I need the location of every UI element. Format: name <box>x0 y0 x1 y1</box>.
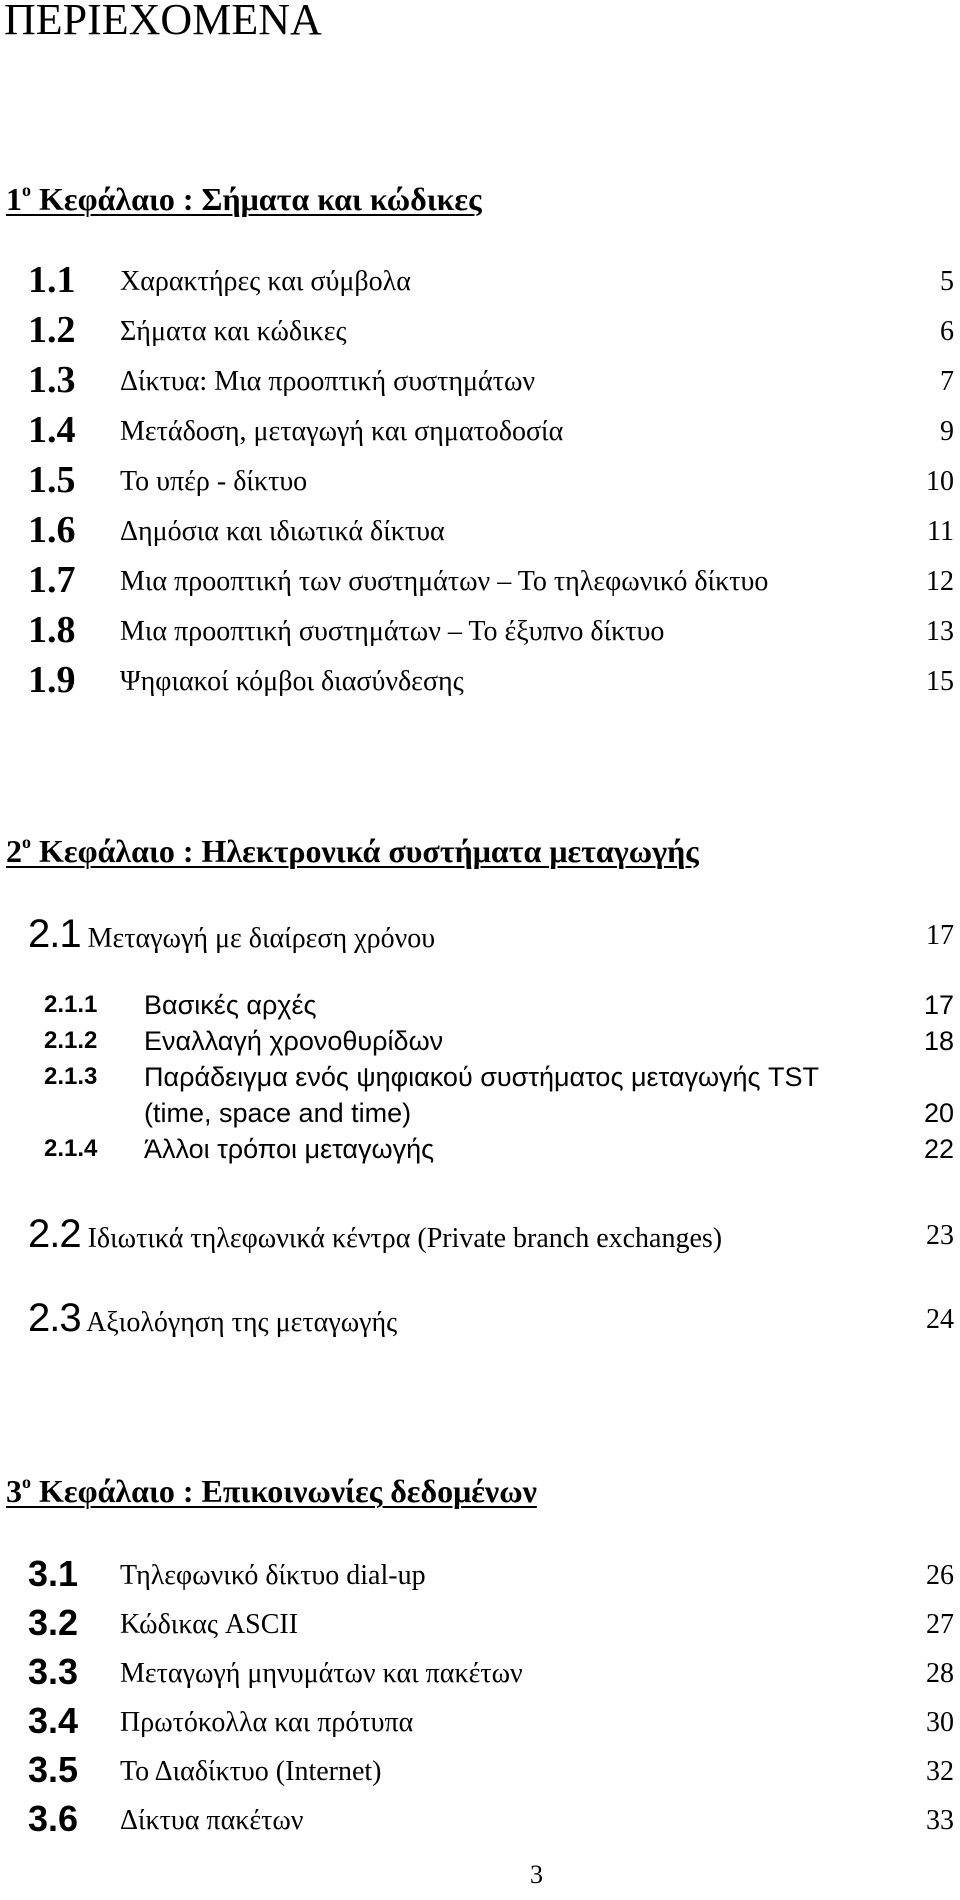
chapter-ordinal: ο <box>22 180 31 200</box>
section-title: Δημόσια και ιδιωτικά δίκτυα <box>120 516 445 547</box>
section-number: 1.9 <box>28 659 76 701</box>
section-title: Μια προοπτική συστημάτων – Το έξυπνο δίκτυο <box>120 616 665 647</box>
section-number: 1.1 <box>28 259 76 301</box>
section-page: 33 <box>926 1805 954 1836</box>
subsection-number: 2.1.2 <box>44 1027 98 1054</box>
section-title: Μεταγωγή με διαίρεση χρόνου <box>87 923 436 954</box>
section-title: Ψηφιακοί κόμβοι διασύνδεσης <box>120 666 464 697</box>
section-number: 1.6 <box>28 509 76 551</box>
subsection-title: Άλλοι τρόποι μεταγωγής <box>144 1134 435 1164</box>
section-number: 3.3 <box>28 1651 79 1692</box>
section-number: 1.2 <box>28 309 76 351</box>
section-2-1 <box>28 912 435 961</box>
section-number: 2.3 <box>28 1296 81 1340</box>
section-page: 32 <box>926 1756 954 1787</box>
section-title: Μετάδοση, μεταγωγή και σηματοδοσία <box>120 416 564 447</box>
section-page: 12 <box>926 566 954 597</box>
section-number: 3.4 <box>28 1700 79 1741</box>
section-2-3 <box>28 1296 397 1345</box>
chapter-title: Κεφάλαιο : Ηλεκτρονικά συστήματα μεταγωγής <box>39 833 699 869</box>
section-page: 13 <box>926 616 954 647</box>
subsection-title: Εναλλαγή χρονοθυρίδων <box>144 1026 444 1056</box>
chapter-ordinal: ο <box>22 1472 31 1492</box>
section-title: Το υπέρ - δίκτυο <box>120 466 308 497</box>
section-2-2 <box>28 1212 722 1261</box>
subsection-number: 2.1.3 <box>44 1063 98 1090</box>
section-page: 10 <box>926 466 954 497</box>
section-page: 17 <box>926 920 954 951</box>
section-number: 2.1 <box>28 912 81 956</box>
subsection-number: 2.1.4 <box>44 1135 98 1162</box>
subsection-page: 22 <box>923 1134 954 1164</box>
chapter-title: Κεφάλαιο : Επικοινωνίες δεδομένων <box>39 1473 537 1509</box>
section-title: Χαρακτήρες και σύμβολα <box>120 266 411 297</box>
section-title: Τηλεφωνικό δίκτυο dial-up <box>120 1560 426 1591</box>
section-number: 1.3 <box>28 359 76 401</box>
section-page: 11 <box>927 516 954 547</box>
section-title: Αξιολόγηση της μεταγωγής <box>86 1307 398 1338</box>
section-title: Δίκτυα: Μια προοπτική συστημάτων <box>120 366 536 397</box>
section-page: 9 <box>940 416 954 447</box>
section-number: 1.5 <box>28 459 76 501</box>
section-number: 3.6 <box>28 1798 79 1839</box>
page-title: ΠΕΡΙΕΧΟΜΕΝΑ <box>4 0 322 44</box>
page-number: 3 <box>530 1860 543 1889</box>
subsection-page: 18 <box>923 1026 954 1056</box>
chapter-number: 1 <box>6 181 22 217</box>
subsection-title-continued: (time, space and time) <box>144 1098 412 1128</box>
section-page: 5 <box>940 266 954 297</box>
section-title: Μεταγωγή μηνυμάτων και πακέτων <box>120 1658 523 1689</box>
section-page: 30 <box>926 1707 954 1738</box>
section-number: 2.2 <box>28 1212 81 1256</box>
subsection-title: Παράδειγμα ενός ψηφιακού συστήματος μεταγωγής TST <box>144 1062 820 1092</box>
section-page: 28 <box>926 1658 954 1689</box>
chapter-3-heading <box>6 1462 537 1511</box>
section-title: Πρωτόκολλα και πρότυπα <box>120 1707 414 1738</box>
section-number: 1.8 <box>28 609 76 651</box>
chapter-number: 2 <box>6 833 22 869</box>
chapter-2-heading <box>6 822 699 871</box>
section-title: Σήματα και κώδικες <box>120 316 347 347</box>
section-page: 26 <box>926 1560 954 1591</box>
section-page: 24 <box>926 1304 954 1335</box>
section-number: 3.5 <box>28 1749 79 1790</box>
subsection-page: 20 <box>923 1098 954 1128</box>
section-title: Κώδικας ASCII <box>120 1609 299 1640</box>
chapter-1-heading <box>6 170 482 219</box>
subsection-number: 2.1.1 <box>44 991 98 1018</box>
chapter-number: 3 <box>6 1473 22 1509</box>
section-title: Δίκτυα πακέτων <box>120 1805 304 1836</box>
section-page: 6 <box>940 316 954 347</box>
section-number: 1.7 <box>28 559 76 601</box>
section-title: Ιδιωτικά τηλεφωνικά κέντρα (Private branch exchanges) <box>87 1223 723 1254</box>
chapter-title: Κεφάλαιο : Σήματα και κώδικες <box>39 181 482 217</box>
section-number: 1.4 <box>28 409 76 451</box>
section-page: 7 <box>940 366 954 397</box>
chapter-ordinal: ο <box>22 832 31 852</box>
section-number: 3.1 <box>28 1553 79 1594</box>
section-title: Μια προοπτική των συστημάτων – Το τηλεφωνικό δίκτυο <box>120 566 769 597</box>
section-page: 23 <box>926 1220 954 1251</box>
section-page: 27 <box>926 1609 954 1640</box>
section-title: Το Διαδίκτυο (Internet) <box>120 1756 382 1787</box>
section-page: 15 <box>926 666 954 697</box>
section-number: 3.2 <box>28 1602 79 1643</box>
subsection-page: 17 <box>923 990 954 1020</box>
subsection-title: Βασικές αρχές <box>144 990 317 1020</box>
